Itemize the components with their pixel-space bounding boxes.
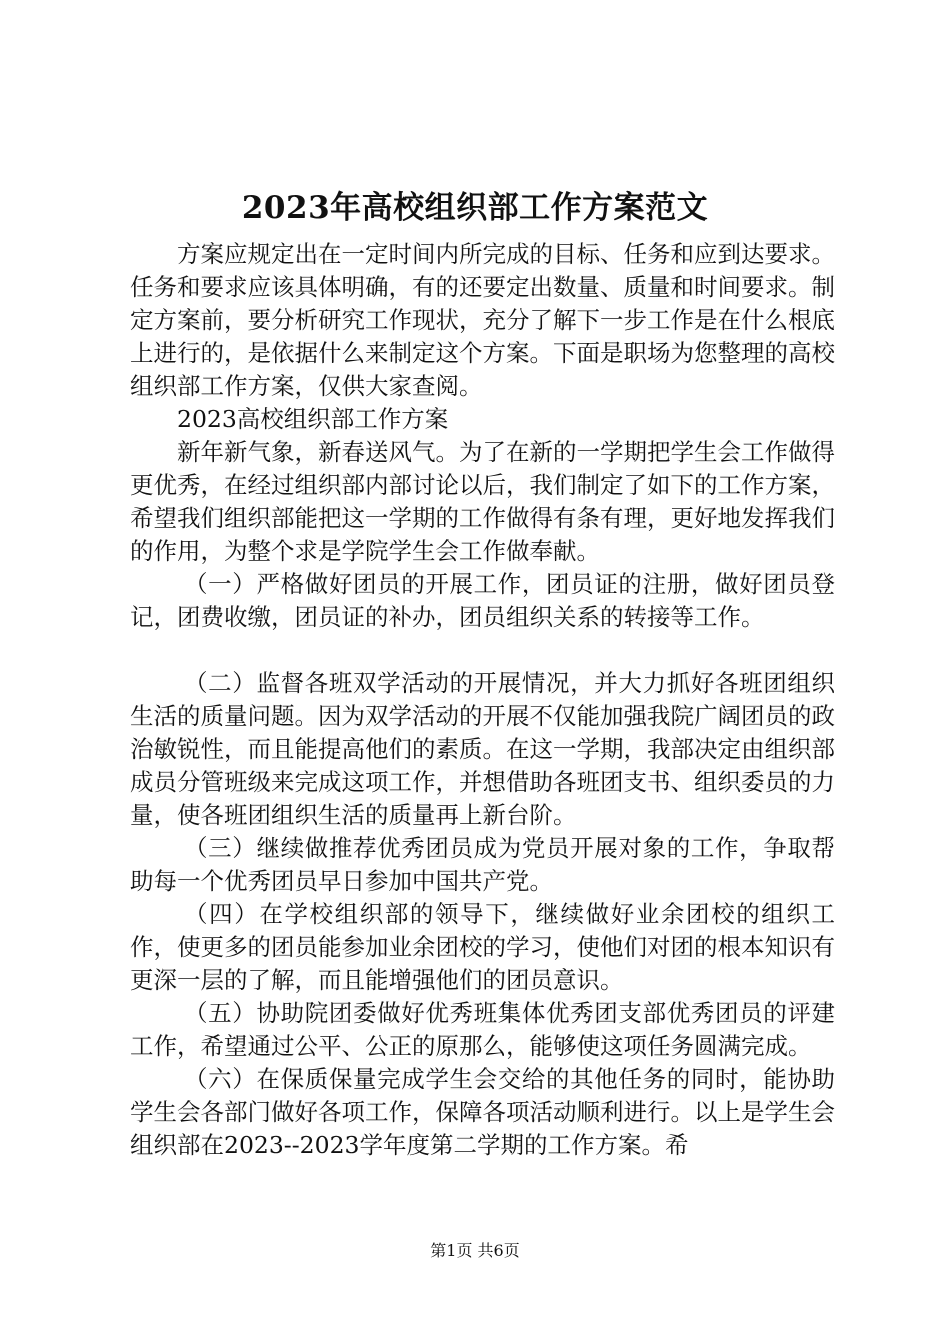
intro-paragraph: 方案应规定出在一定时间内所完成的目标、任务和应到达要求。任务和要求应该具体明确，有的还要定出数量、质量和时间要求。制定方案前，要分析研究工作现状，充分了解下一步工作是在什么根底上进行的，是依据什么来制定这个方案。下面是职场为您整理的高校组织部工作方案，仅供大家查阅。 <box>130 240 835 400</box>
page-title: 2023年高校组织部工作方案范文 <box>241 190 709 226</box>
item-1-paragraph: （一）严格做好团员的开展工作，团员证的注册，做好团员登记，团费收缴，团员证的补办，团员组织关系的转接等工作。 <box>130 570 835 631</box>
document-body <box>130 238 835 1162</box>
subtitle-paragraph: 2023高校组织部工作方案 <box>177 405 449 433</box>
item-2-paragraph: （二）监督各班双学活动的开展情况，并大力抓好各班团组织生活的质量问题。因为双学活动的开展不仅能加强我院广阔团员的政治敏锐性，而且能提高他们的素质。在这一学期，我部决定由组织部成员分管班级来完成这项工作，并想借助各班团支书、组织委员的力量，使各班团组织生活的质量再上新台阶。 <box>130 669 835 829</box>
item-3-paragraph: （三）继续做推荐优秀团员成为党员开展对象的工作，争取帮助每一个优秀团员早日参加中国共产党。 <box>130 834 835 895</box>
paragraph-gap <box>130 634 835 667</box>
page-footer: 第1页 共6页 <box>430 1241 520 1260</box>
item-6-paragraph: （六）在保质保量完成学生会交给的其他任务的同时，能协助学生会各部门做好各项工作，保障各项活动顺利进行。以上是学生会组织部在2023--2023学年度第二学期的工作方案。希 <box>130 1065 835 1159</box>
item-5-paragraph: （五）协助院团委做好优秀班集体优秀团支部优秀团员的评建工作，希望通过公平、公正的原那么，能够使这项任务圆满完成。 <box>130 999 835 1060</box>
opening-paragraph: 新年新气象，新春送风气。为了在新的一学期把学生会工作做得更优秀，在经过组织部内部讨论以后，我们制定了如下的工作方案，希望我们组织部能把这一学期的工作做得有条有理，更好地发挥我们的作用，为整个求是学院学生会工作做奉献。 <box>130 438 835 565</box>
item-4-paragraph: （四）在学校组织部的领导下，继续做好业余团校的组织工作，使更多的团员能参加业余团校的学习，使他们对团的根本知识有更深一层的了解，而且能增强他们的团员意识。 <box>130 900 835 994</box>
